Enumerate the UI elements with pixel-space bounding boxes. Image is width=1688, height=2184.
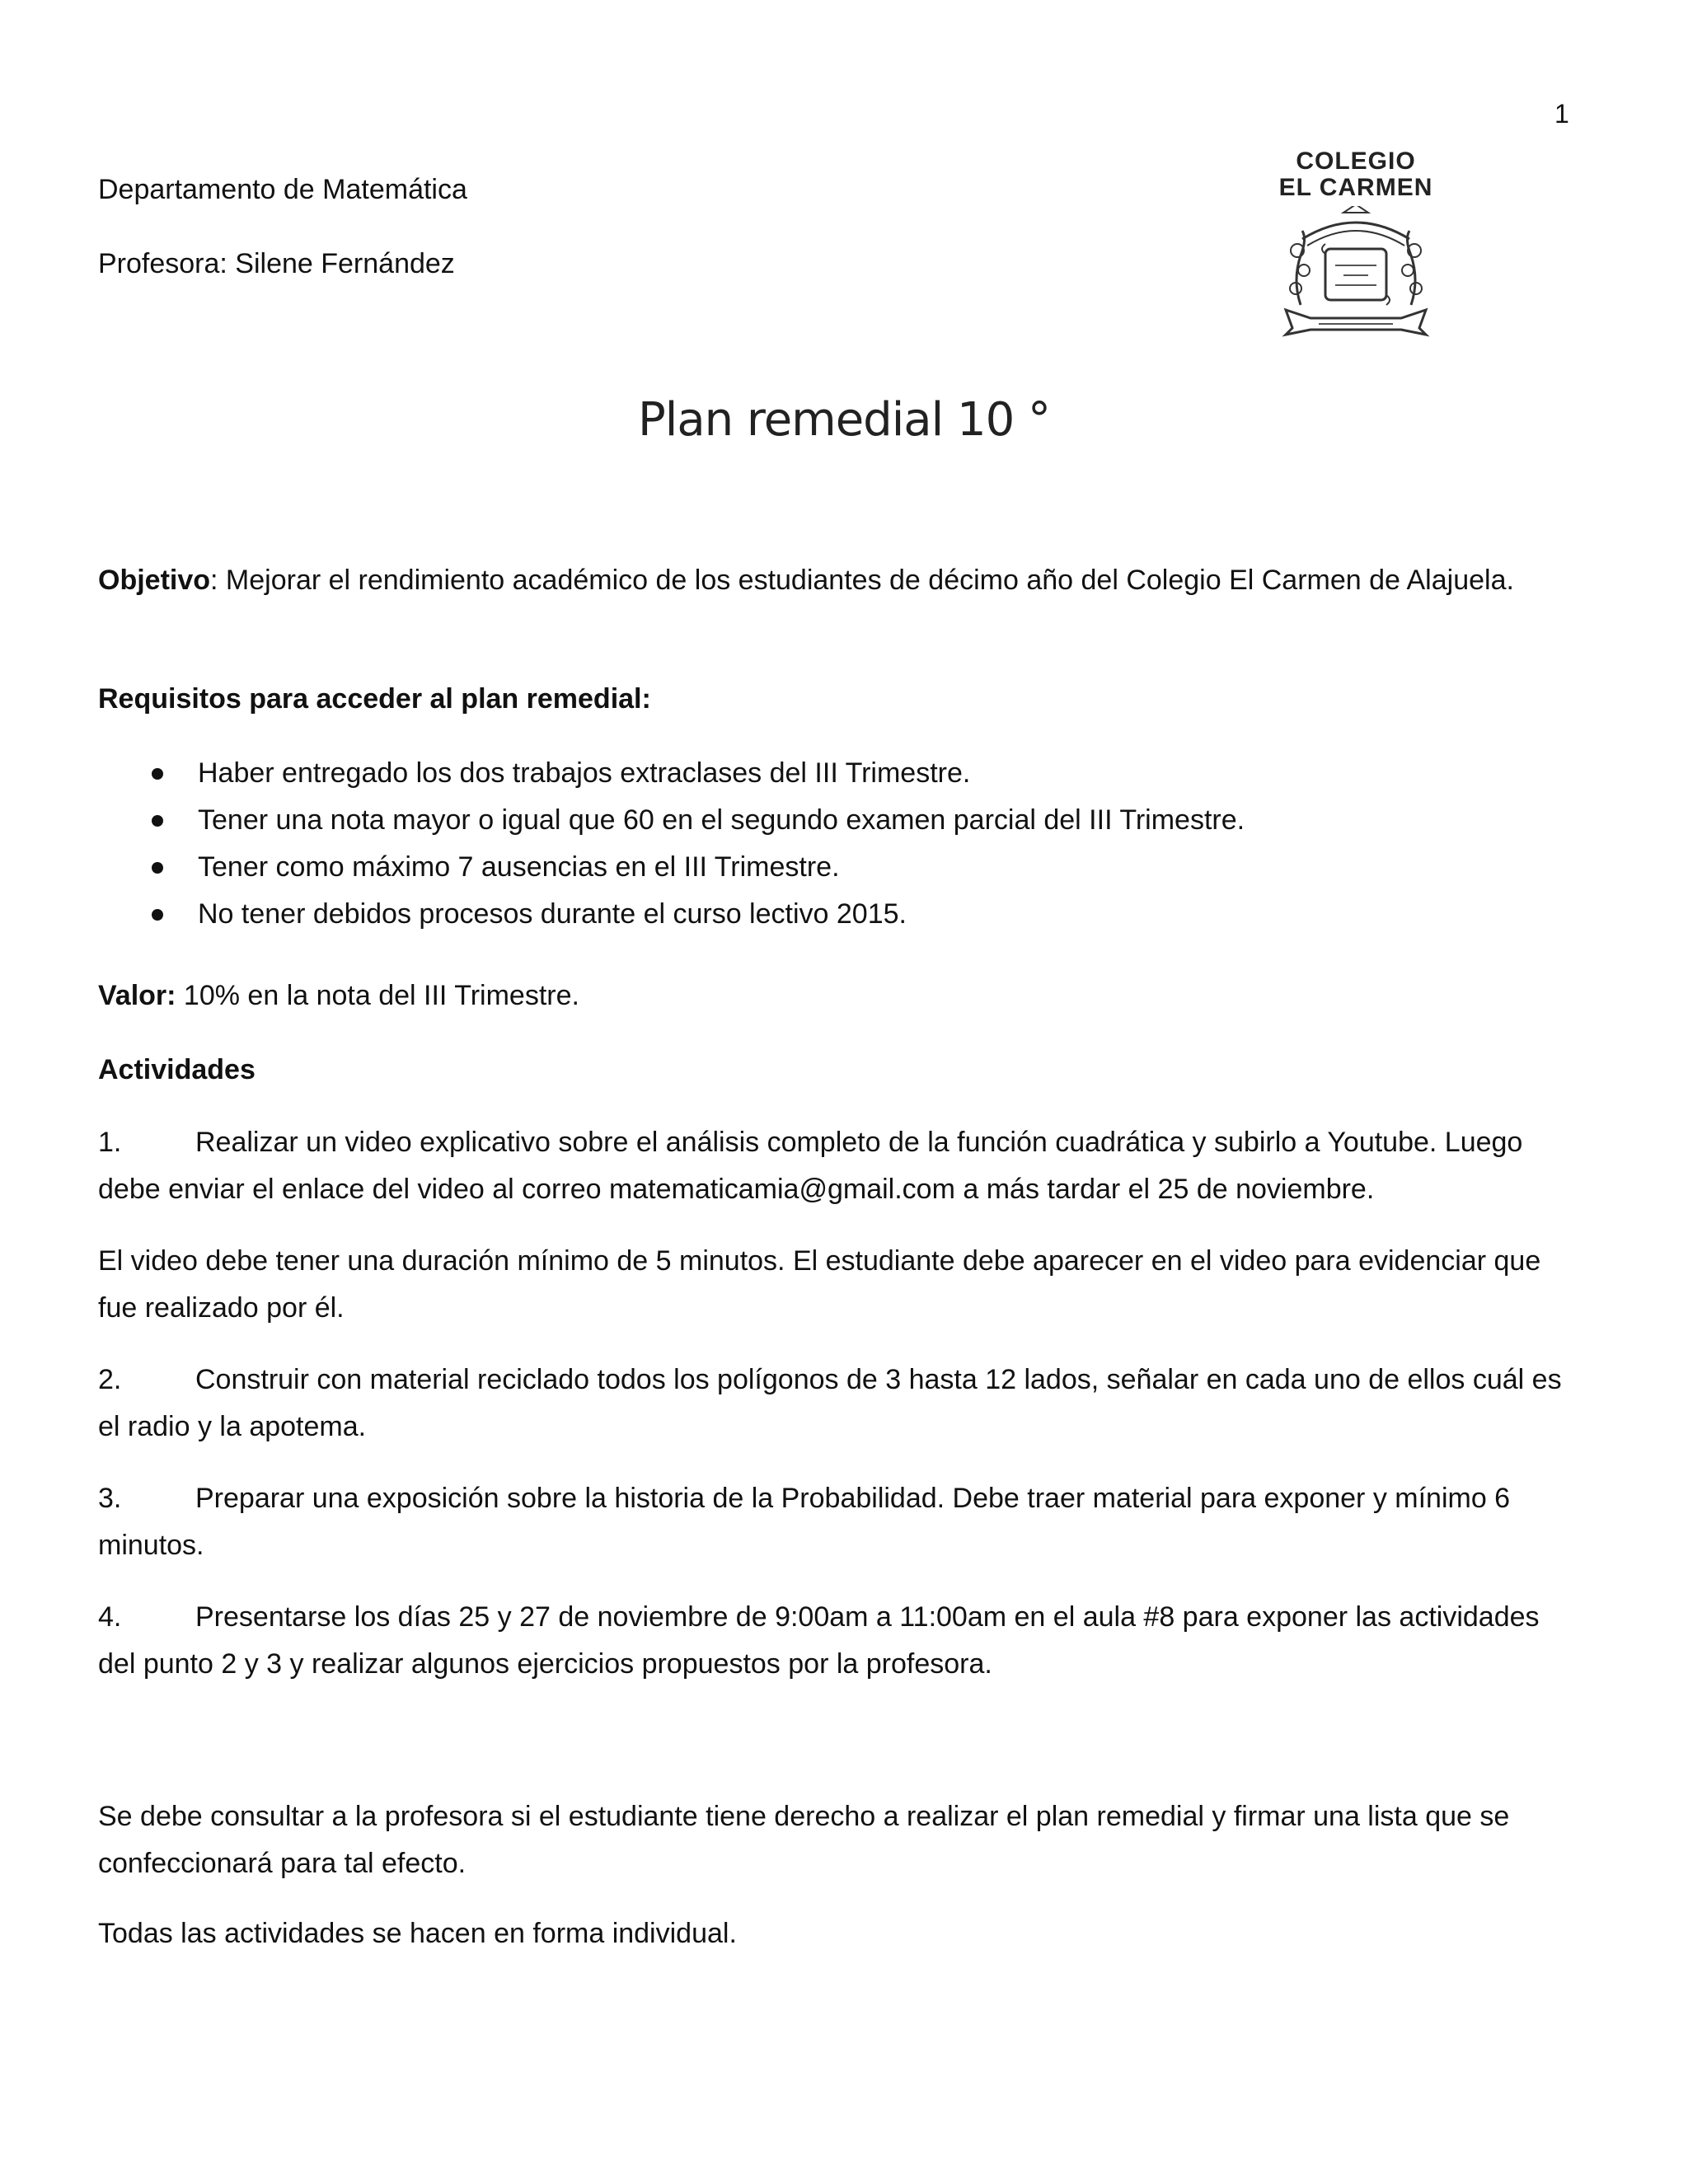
requirements-list — [98, 750, 1582, 938]
list-item — [98, 750, 1582, 797]
activity-item-2 — [98, 1357, 1582, 1451]
department-label: Departamento de Matemática — [98, 174, 467, 205]
value-paragraph — [98, 972, 1582, 1019]
value-label: Valor: — [98, 980, 176, 1011]
logo-text-line1: COLEGIO — [1296, 148, 1416, 175]
requirement-text: Tener una nota mayor o igual que 60 en el segundo examen parcial del III Trimestre. — [198, 804, 1245, 836]
school-crest-icon — [1278, 206, 1434, 338]
activity-item-1 — [98, 1119, 1582, 1213]
activity-number: 2. — [98, 1364, 122, 1395]
objective-text: : Mejorar el rendimiento académico de los estudiantes de décimo año del Colegio El Carmen de Alajuela. — [210, 565, 1514, 596]
page-title: Plan remedial 10 ° — [637, 393, 1051, 447]
bullet-icon — [152, 862, 163, 874]
requirement-text: Tener como máximo 7 ausencias en el III Trimestre. — [198, 851, 840, 883]
bullet-icon — [152, 909, 163, 921]
activity-number: 4. — [98, 1601, 122, 1633]
teacher-label: Profesora: Silene Fernández — [98, 248, 455, 279]
activity-item-3 — [98, 1475, 1582, 1569]
logo-text-line2: EL CARMEN — [1278, 174, 1433, 201]
requirement-text: Haber entregado los dos trabajos extraclases del III Trimestre. — [198, 757, 971, 789]
activity-text: Preparar una exposición sobre la historia de la Probabilidad. Debe traer material para exponer y mínimo 6 minutos. — [98, 1483, 1511, 1561]
activity-number: 1. — [98, 1127, 122, 1158]
activity-text: El video debe tener una duración mínimo de 5 minutos. El estudiante debe aparecer en el video para evidenciar que fue realizado por él. — [98, 1245, 1541, 1324]
activity-text: Construir con material reciclado todos los polígonos de 3 hasta 12 lados, señalar en cada uno de ellos cuál es el radio y la apotema. — [98, 1364, 1562, 1442]
list-item — [98, 844, 1582, 891]
activity-text: Realizar un video explicativo sobre el análisis completo de la función cuadrática y subirlo a Youtube. Luego debe enviar el enlace del video al correo matematicamia@gmail.com a más tardar el 25 de noviembre. — [98, 1127, 1523, 1205]
list-item — [98, 891, 1582, 938]
school-logo — [1261, 148, 1451, 338]
objective-paragraph — [98, 557, 1582, 604]
activity-note — [98, 1238, 1582, 1332]
activity-number: 3. — [98, 1483, 122, 1514]
objective-label: Objetivo — [98, 565, 211, 596]
bullet-icon — [152, 768, 163, 780]
requirements-heading: Requisitos para acceder al plan remedial: — [98, 683, 651, 715]
bullet-icon — [152, 815, 163, 827]
individual-paragraph: Todas las actividades se hacen en forma individual. — [98, 1918, 737, 1949]
activity-item-4 — [98, 1594, 1582, 1688]
consult-paragraph: Se debe consultar a la profesora si el estudiante tiene derecho a realizar el plan remedial y firmar una lista que se confeccionará para tal efecto. — [98, 1801, 1510, 1879]
activities-heading: Actividades — [98, 1054, 256, 1085]
list-item — [98, 797, 1582, 844]
requirement-text: No tener debidos procesos durante el curso lectivo 2015. — [198, 898, 907, 930]
value-text: 10% en la nota del III Trimestre. — [176, 980, 579, 1011]
activity-text: Presentarse los días 25 y 27 de noviembre de 9:00am a 11:00am en el aula #8 para exponer las actividades del punto 2 y 3 y realizar algunos ejercicios propuestos por la profesora. — [98, 1601, 1540, 1680]
page-number: 1 — [1554, 99, 1569, 129]
